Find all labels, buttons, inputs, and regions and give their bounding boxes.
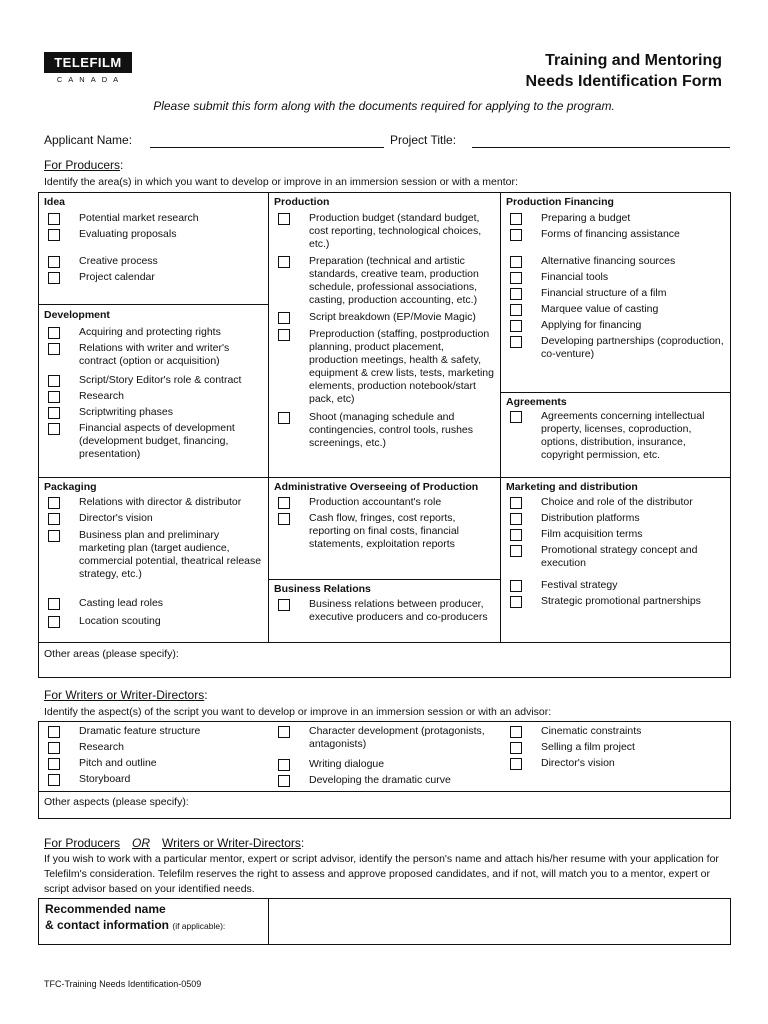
checkbox-item[interactable]: Creative process xyxy=(39,255,268,268)
recommended-contact-field[interactable] xyxy=(270,899,730,944)
checkbox-item[interactable]: Evaluating proposals xyxy=(39,228,268,241)
checkbox[interactable] xyxy=(48,391,60,403)
idea-section xyxy=(39,193,269,305)
checkbox[interactable] xyxy=(510,513,522,525)
packaging-section xyxy=(39,478,269,643)
writers-heading-text: For Writers or Writer-Directors xyxy=(44,688,205,702)
checkbox-item[interactable]: Strategic promotional partnerships xyxy=(501,595,730,608)
checkbox[interactable] xyxy=(278,775,290,787)
checkbox-item[interactable]: Financial tools xyxy=(501,271,730,284)
recommended-contact-table xyxy=(38,898,731,945)
checkbox-item[interactable]: Business relations between producer, executive producers and co-producers xyxy=(269,598,500,624)
writers-col3 xyxy=(501,722,731,792)
checkbox-item[interactable]: Selling a film project xyxy=(501,741,731,754)
checkbox[interactable] xyxy=(510,497,522,509)
checkbox-item[interactable]: Preparing a budget xyxy=(501,212,730,225)
checkbox-item[interactable]: Financial structure of a film xyxy=(501,287,730,300)
checkbox[interactable] xyxy=(48,375,60,387)
checkbox-item[interactable]: Agreements concerning intellectual property, licenses, coproduction, options, distribution, insurance, copyright permission, etc. xyxy=(501,410,730,462)
recommended-line2: & contact information (if applicable): xyxy=(45,918,226,932)
checkbox[interactable] xyxy=(278,759,290,771)
checkbox[interactable] xyxy=(48,530,60,542)
producers-table xyxy=(38,192,731,678)
writers-col1 xyxy=(39,722,269,792)
checkbox-item[interactable]: Applying for financing xyxy=(501,319,730,332)
checkbox-item[interactable]: Potential market research xyxy=(39,212,268,225)
checkbox[interactable] xyxy=(48,513,60,525)
checkbox-item[interactable]: Dramatic feature structure xyxy=(39,725,269,738)
checkbox-item[interactable]: Developing the dramatic curve xyxy=(269,774,501,787)
checkbox-item[interactable]: Film acquisition terms xyxy=(501,528,730,541)
checkbox[interactable] xyxy=(48,497,60,509)
checkbox-item[interactable]: Location scouting xyxy=(39,615,268,628)
checkbox[interactable] xyxy=(48,327,60,339)
checkbox-item[interactable]: Preproduction (staffing, postproduction planning, product placement, production meetings, health & safety, equipment & crew lists, tests, marketing elements, production notebook/start pack, etc) xyxy=(269,328,500,406)
logo-subtext: CANADA xyxy=(56,75,125,84)
checkbox-item[interactable]: Relations with director & distributor xyxy=(39,496,268,509)
checkbox-item[interactable]: Forms of financing assistance xyxy=(501,228,730,241)
producers-heading-text: For Producers xyxy=(44,158,121,172)
checkbox[interactable] xyxy=(48,598,60,610)
project-title-field[interactable] xyxy=(472,147,730,148)
checkbox[interactable] xyxy=(278,213,290,225)
both-heading-a: For Producers xyxy=(44,836,121,850)
checkbox[interactable] xyxy=(278,513,290,525)
checkbox[interactable] xyxy=(510,304,522,316)
form-title-line2: Needs Identification Form xyxy=(525,73,722,90)
checkbox[interactable] xyxy=(510,288,522,300)
business-title: Business Relations xyxy=(274,583,371,595)
checkbox[interactable] xyxy=(278,256,290,268)
checkbox-item[interactable]: Project calendar xyxy=(39,271,268,284)
marketing-section xyxy=(501,478,731,643)
agreements-title: Agreements xyxy=(506,396,567,408)
other-aspects-label: Other aspects (please specify): xyxy=(44,796,189,808)
checkbox[interactable] xyxy=(278,497,290,509)
checkbox[interactable] xyxy=(48,256,60,268)
checkbox[interactable] xyxy=(278,599,290,611)
development-section xyxy=(39,305,269,478)
checkbox[interactable] xyxy=(48,407,60,419)
checkbox-item[interactable]: Shoot (managing schedule and contingencies, control tools, rushes screenings, etc.) xyxy=(269,411,500,450)
both-heading-b: Writers or Writer-Directors xyxy=(162,836,301,850)
applicant-name-label: Applicant Name: xyxy=(44,133,133,147)
both-heading-colon: : xyxy=(300,836,305,850)
checkbox[interactable] xyxy=(510,742,522,754)
writers-heading-colon: : xyxy=(204,688,208,702)
checkbox-item[interactable]: Director's vision xyxy=(39,512,268,525)
producers-heading xyxy=(44,158,123,172)
if-applicable-note: (if applicable): xyxy=(172,921,226,931)
checkbox[interactable] xyxy=(48,758,60,770)
checkbox-item[interactable]: Script/Story Editor's role & contract xyxy=(39,374,268,387)
checkbox[interactable] xyxy=(510,336,522,348)
checkbox[interactable] xyxy=(48,423,60,435)
applicant-name-field[interactable] xyxy=(150,147,384,148)
checkbox-item[interactable]: Marquee value of casting xyxy=(501,303,730,316)
checkbox-item[interactable]: Director's vision xyxy=(501,757,731,770)
other-areas-label: Other areas (please specify): xyxy=(44,648,179,660)
production-section xyxy=(269,193,501,478)
checkbox-item[interactable]: Script breakdown (EP/Movie Magic) xyxy=(269,311,500,324)
checkbox-item[interactable]: Financial aspects of development (development budget, financing, presentation) xyxy=(39,422,268,461)
agreements-section xyxy=(501,393,731,478)
checkbox-item[interactable]: Promotional strategy concept and execution xyxy=(501,544,730,570)
checkbox-item[interactable]: Research xyxy=(39,390,268,403)
writers-table xyxy=(38,721,731,819)
project-title-label: Project Title: xyxy=(390,133,457,147)
admin-section xyxy=(269,478,501,580)
checkbox-item[interactable]: Developing partnerships (coproduction, co-venture) xyxy=(501,335,730,361)
checkbox[interactable] xyxy=(510,529,522,541)
checkbox-item[interactable]: Cash flow, fringes, cost reports, reporting on final costs, financial statements, exploitation reports xyxy=(269,512,500,551)
checkbox[interactable] xyxy=(278,329,290,341)
checkbox[interactable] xyxy=(48,774,60,786)
checkbox-item[interactable]: Casting lead roles xyxy=(39,597,268,610)
financing-section xyxy=(501,193,731,393)
telefilm-logo xyxy=(44,52,132,86)
development-title: Development xyxy=(44,309,110,321)
checkbox[interactable] xyxy=(48,742,60,754)
form-instructions: Please submit this form along with the documents required for applying to the program. xyxy=(153,99,615,113)
writers-col2 xyxy=(269,722,501,792)
checkbox-item[interactable]: Research xyxy=(39,741,269,754)
checkbox[interactable] xyxy=(48,229,60,241)
checkbox[interactable] xyxy=(510,411,522,423)
checkbox[interactable] xyxy=(48,272,60,284)
checkbox-item[interactable]: Scriptwriting phases xyxy=(39,406,268,419)
checkbox[interactable] xyxy=(48,726,60,738)
checkbox[interactable] xyxy=(510,213,522,225)
checkbox-item[interactable]: Alternative financing sources xyxy=(501,255,730,268)
packaging-title: Packaging xyxy=(44,481,97,493)
checkbox[interactable] xyxy=(48,616,60,628)
checkbox[interactable] xyxy=(510,726,522,738)
checkbox[interactable] xyxy=(48,343,60,355)
other-areas-field[interactable] xyxy=(39,643,730,677)
checkbox[interactable] xyxy=(510,256,522,268)
applicant-row xyxy=(44,133,730,151)
form-code: TFC-Training Needs Identification-0509 xyxy=(44,979,202,989)
checkbox[interactable] xyxy=(510,596,522,608)
both-paragraph: If you wish to work with a particular mentor, expert or script advisor, identify the person's name and attach his/her resume with your application for Telefilm's consideration. Telefilm reserves the right to assess and approve proposed candidates, and if not, will match you to a mentor, expert or script advisor based on your identified needs. xyxy=(44,853,719,895)
checkbox[interactable] xyxy=(48,213,60,225)
checkbox-item[interactable]: Pitch and outline xyxy=(39,757,269,770)
both-heading xyxy=(44,836,304,850)
writers-heading xyxy=(44,688,208,702)
both-heading-or: OR xyxy=(132,836,151,850)
checkbox[interactable] xyxy=(510,272,522,284)
recommended-label xyxy=(39,899,269,944)
checkbox-item[interactable]: Character development (protagonists, antagonists) xyxy=(269,725,501,751)
marketing-title: Marketing and distribution xyxy=(506,481,638,493)
other-aspects-field[interactable] xyxy=(39,792,730,818)
checkbox-item[interactable]: Storyboard xyxy=(39,773,269,786)
checkbox[interactable] xyxy=(278,726,290,738)
form-title xyxy=(526,50,722,92)
recommended-line1: Recommended name xyxy=(45,902,166,916)
checkbox-item[interactable]: Acquiring and protecting rights xyxy=(39,326,268,339)
financing-title: Production Financing xyxy=(506,196,614,208)
checkbox[interactable] xyxy=(510,545,522,557)
checkbox[interactable] xyxy=(510,758,522,770)
checkbox-item[interactable]: Preparation (technical and artistic standards, creative team, production schedule, professional associations, casting, production accounting, etc.) xyxy=(269,255,500,307)
checkbox-item[interactable]: Business plan and preliminary marketing plan (target audience, commercial potential, theatrical release strategy, etc.) xyxy=(39,529,268,581)
producers-description: Identify the area(s) in which you want to develop or improve in an immersion session or with a mentor: xyxy=(44,176,518,188)
checkbox[interactable] xyxy=(510,229,522,241)
checkbox-item[interactable]: Production budget (standard budget, cost reporting, technological choices, etc.) xyxy=(269,212,500,251)
checkbox-item[interactable]: Relations with writer and writer's contract (option or acquisition) xyxy=(39,342,268,368)
business-section xyxy=(269,580,501,643)
checkbox[interactable] xyxy=(278,312,290,324)
admin-title: Administrative Overseeing of Production xyxy=(274,481,479,493)
logo-wordmark: TELEFILM xyxy=(44,52,132,73)
checkbox-item[interactable]: Writing dialogue xyxy=(269,758,501,771)
checkbox[interactable] xyxy=(278,412,290,424)
writers-description: Identify the aspect(s) of the script you want to develop or improve in an immersion session or with an advisor: xyxy=(44,706,552,718)
checkbox[interactable] xyxy=(510,320,522,332)
idea-title: Idea xyxy=(44,196,66,208)
checkbox-item[interactable]: Cinematic constraints xyxy=(501,725,731,738)
checkbox[interactable] xyxy=(510,580,522,592)
checkbox-item[interactable]: Festival strategy xyxy=(501,579,730,592)
form-title-line1: Training and Mentoring xyxy=(545,52,722,69)
checkbox-item[interactable]: Distribution platforms xyxy=(501,512,730,525)
checkbox-item[interactable]: Production accountant's role xyxy=(269,496,500,509)
production-title: Production xyxy=(274,196,330,208)
producers-heading-colon: : xyxy=(120,158,124,172)
checkbox-item[interactable]: Choice and role of the distributor xyxy=(501,496,730,509)
